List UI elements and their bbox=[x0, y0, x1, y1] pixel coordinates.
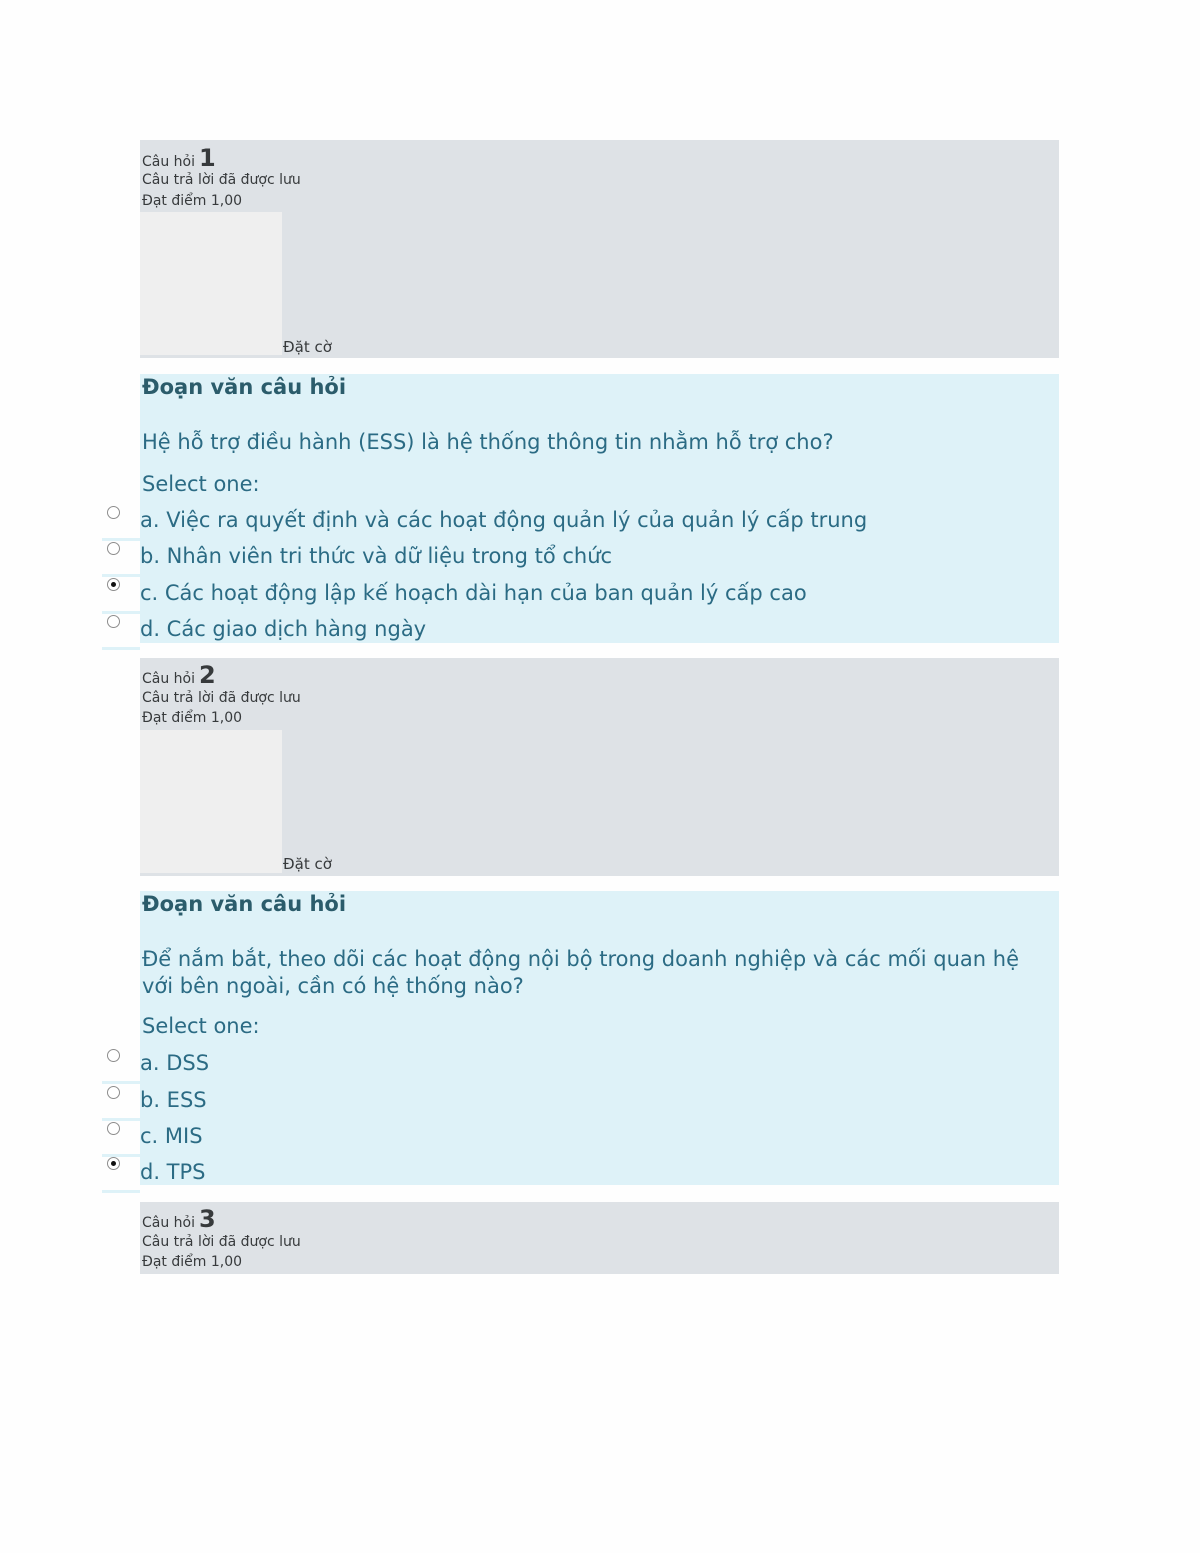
option-label[interactable]: c. Các hoạt động lập kế hoạch dài hạn của ban quản lý cấp cao bbox=[140, 581, 807, 605]
radio-button[interactable] bbox=[107, 1086, 120, 1099]
flag-question-link[interactable]: Đặt cờ bbox=[283, 338, 332, 356]
flag-checkbox-area[interactable] bbox=[140, 730, 282, 873]
radio-button[interactable] bbox=[107, 1049, 120, 1062]
answer-option[interactable] bbox=[102, 578, 1059, 606]
option-label[interactable]: d. Các giao dịch hàng ngày bbox=[140, 617, 427, 641]
answer-status: Câu trả lời đã được lưu bbox=[142, 1234, 301, 1250]
radio-button[interactable] bbox=[107, 506, 120, 519]
question-1-info bbox=[140, 140, 1059, 358]
question-2-info bbox=[140, 658, 1059, 876]
option-divider bbox=[102, 647, 140, 650]
question-label: Câu hỏi bbox=[142, 671, 196, 687]
option-divider bbox=[102, 1081, 140, 1084]
flag-checkbox-area[interactable] bbox=[140, 212, 282, 355]
question-grade: Đạt điểm 1,00 bbox=[142, 1254, 243, 1270]
question-number-value: 1 bbox=[199, 144, 216, 172]
radio-button[interactable] bbox=[107, 542, 120, 555]
answer-option[interactable] bbox=[102, 1121, 1059, 1149]
question-text: Hệ hỗ trợ điều hành (ESS) là hệ thống thông tin nhằm hỗ trợ cho? bbox=[142, 430, 834, 454]
question-number-value: 2 bbox=[199, 661, 216, 689]
question-label: Câu hỏi bbox=[142, 154, 196, 170]
answer-option[interactable] bbox=[102, 1157, 1059, 1185]
option-label[interactable]: c. MIS bbox=[140, 1124, 203, 1148]
option-divider bbox=[102, 574, 140, 577]
option-label[interactable]: d. TPS bbox=[140, 1160, 206, 1184]
option-label[interactable]: a. DSS bbox=[140, 1051, 210, 1075]
radio-button-selected[interactable] bbox=[107, 1157, 120, 1170]
option-divider bbox=[102, 1190, 140, 1193]
question-number bbox=[142, 1205, 216, 1233]
question-text-heading: Đoạn văn câu hỏi bbox=[142, 375, 347, 399]
question-number-value: 3 bbox=[199, 1205, 216, 1233]
radio-button-selected[interactable] bbox=[107, 578, 120, 591]
option-label[interactable]: b. Nhân viên tri thức và dữ liệu trong tổ chức bbox=[140, 544, 613, 568]
radio-button[interactable] bbox=[107, 1122, 120, 1135]
answer-option[interactable] bbox=[102, 614, 1059, 642]
answer-option[interactable] bbox=[102, 505, 1059, 533]
answer-option[interactable] bbox=[102, 541, 1059, 569]
question-3-info bbox=[140, 1202, 1059, 1274]
select-prompt: Select one: bbox=[142, 1014, 260, 1038]
question-grade: Đạt điểm 1,00 bbox=[142, 710, 243, 726]
question-grade: Đạt điểm 1,00 bbox=[142, 193, 243, 209]
flag-question-link[interactable]: Đặt cờ bbox=[283, 855, 332, 873]
select-prompt: Select one: bbox=[142, 472, 260, 496]
radio-button[interactable] bbox=[107, 615, 120, 628]
question-number bbox=[142, 144, 216, 172]
question-text-heading: Đoạn văn câu hỏi bbox=[142, 892, 347, 916]
answer-status: Câu trả lời đã được lưu bbox=[142, 690, 301, 706]
answer-option[interactable] bbox=[102, 1085, 1059, 1113]
question-text: Để nắm bắt, theo dõi các hoạt động nội bộ trong doanh nghiệp và các mối quan hệ với bên ngoài, cần có hệ thống nào? bbox=[142, 947, 1019, 998]
answer-status: Câu trả lời đã được lưu bbox=[142, 172, 301, 188]
question-number bbox=[142, 661, 216, 689]
answer-option[interactable] bbox=[102, 1048, 1059, 1076]
option-label[interactable]: b. ESS bbox=[140, 1088, 207, 1112]
question-label: Câu hỏi bbox=[142, 1215, 196, 1231]
option-label[interactable]: a. Việc ra quyết định và các hoạt động quản lý của quản lý cấp trung bbox=[140, 508, 868, 532]
